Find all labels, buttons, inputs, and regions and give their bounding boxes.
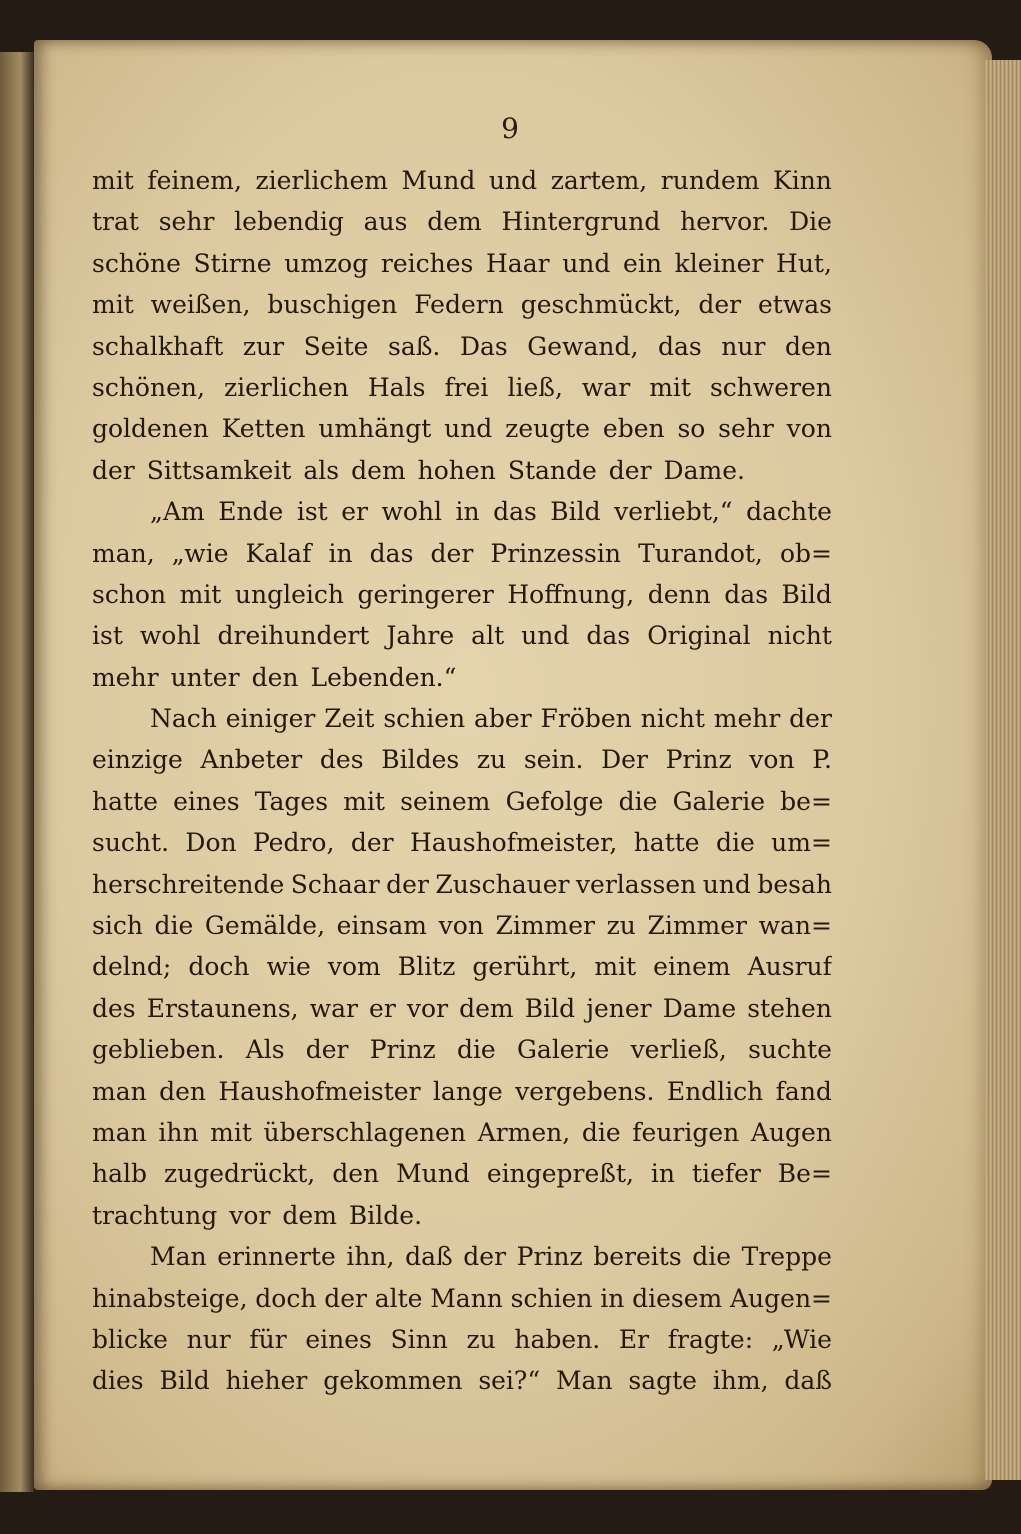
text-line: man, „wie Kalaf in das der Prinzessin Turandot, ob= xyxy=(92,538,832,568)
text-line: trachtung vor dem Bilde. xyxy=(92,1200,423,1230)
text-line: goldenen Ketten umhängt und zeugte eben so sehr von xyxy=(92,414,832,444)
text-line: schönen, zierlichen Hals frei ließ, war mit schweren xyxy=(92,372,832,402)
page-number: 9 xyxy=(501,112,520,145)
text-line: mit weißen, buschigen Federn geschmückt, der etwas xyxy=(92,290,832,320)
text-line: Nach einiger Zeit schien aber Fröben nicht mehr der xyxy=(150,704,832,734)
facing-page-edge xyxy=(0,52,34,1492)
text-line: hatte eines Tages mit seinem Gefolge die Galerie be= xyxy=(92,786,832,816)
text-line: geblieben. Als der Prinz die Galerie verließ, suchte xyxy=(92,1035,832,1065)
text-line: schalkhaft zur Seite saß. Das Gewand, das nur den xyxy=(92,331,832,361)
text-line: ist wohl dreihundert Jahre alt und das Original nicht xyxy=(92,621,832,651)
text-line: der Sittsamkeit als dem hohen Stande der Dame. xyxy=(92,455,745,485)
text-line: dies Bild hieher gekommen sei?“ Man sagte ihm, daß xyxy=(92,1366,832,1396)
text-line: trat sehr lebendig aus dem Hintergrund hervor. Die xyxy=(92,207,832,237)
text-line: „Am Ende ist er wohl in das Bild verliebt,“ dachte xyxy=(150,497,832,527)
text-line: man ihn mit überschlagenen Armen, die feurigen Augen xyxy=(92,1117,832,1147)
text-line: einzige Anbeter des Bildes zu sein. Der Prinz von P. xyxy=(92,745,832,775)
text-line: sich die Gemälde, einsam von Zimmer zu Zimmer wan= xyxy=(92,911,832,941)
text-line: herschreitende Schaar der Zuschauer verlassen und besah xyxy=(92,869,832,899)
body-text xyxy=(92,160,832,1402)
text-line: schon mit ungleich geringerer Hoffnung, denn das Bild xyxy=(92,579,832,609)
text-line: Man erinnerte ihn, daß der Prinz bereits die Treppe xyxy=(150,1242,832,1272)
text-line: sucht. Don Pedro, der Haushofmeister, hatte die um= xyxy=(92,828,832,858)
text-line: schöne Stirne umzog reiches Haar und ein kleiner Hut, xyxy=(92,248,832,278)
text-line: man den Haushofmeister lange vergebens. Endlich fand xyxy=(92,1076,832,1106)
text-line: des Erstaunens, war er vor dem Bild jener Dame stehen xyxy=(92,993,832,1023)
page-stack-edge xyxy=(985,60,1021,1480)
text-line: hinabsteige, doch der alte Mann schien in diesem Augen= xyxy=(92,1283,832,1313)
text-line: delnd; doch wie vom Blitz gerührt, mit einem Ausruf xyxy=(92,952,832,982)
text-line: mit feinem, zierlichem Mund und zartem, rundem Kinn xyxy=(92,166,832,195)
text-line: blicke nur für eines Sinn zu haben. Er fragte: „Wie xyxy=(92,1324,832,1354)
text-line: mehr unter den Lebenden.“ xyxy=(92,662,457,692)
text-line: halb zugedrückt, den Mund eingepreßt, in tiefer Be= xyxy=(92,1159,832,1189)
